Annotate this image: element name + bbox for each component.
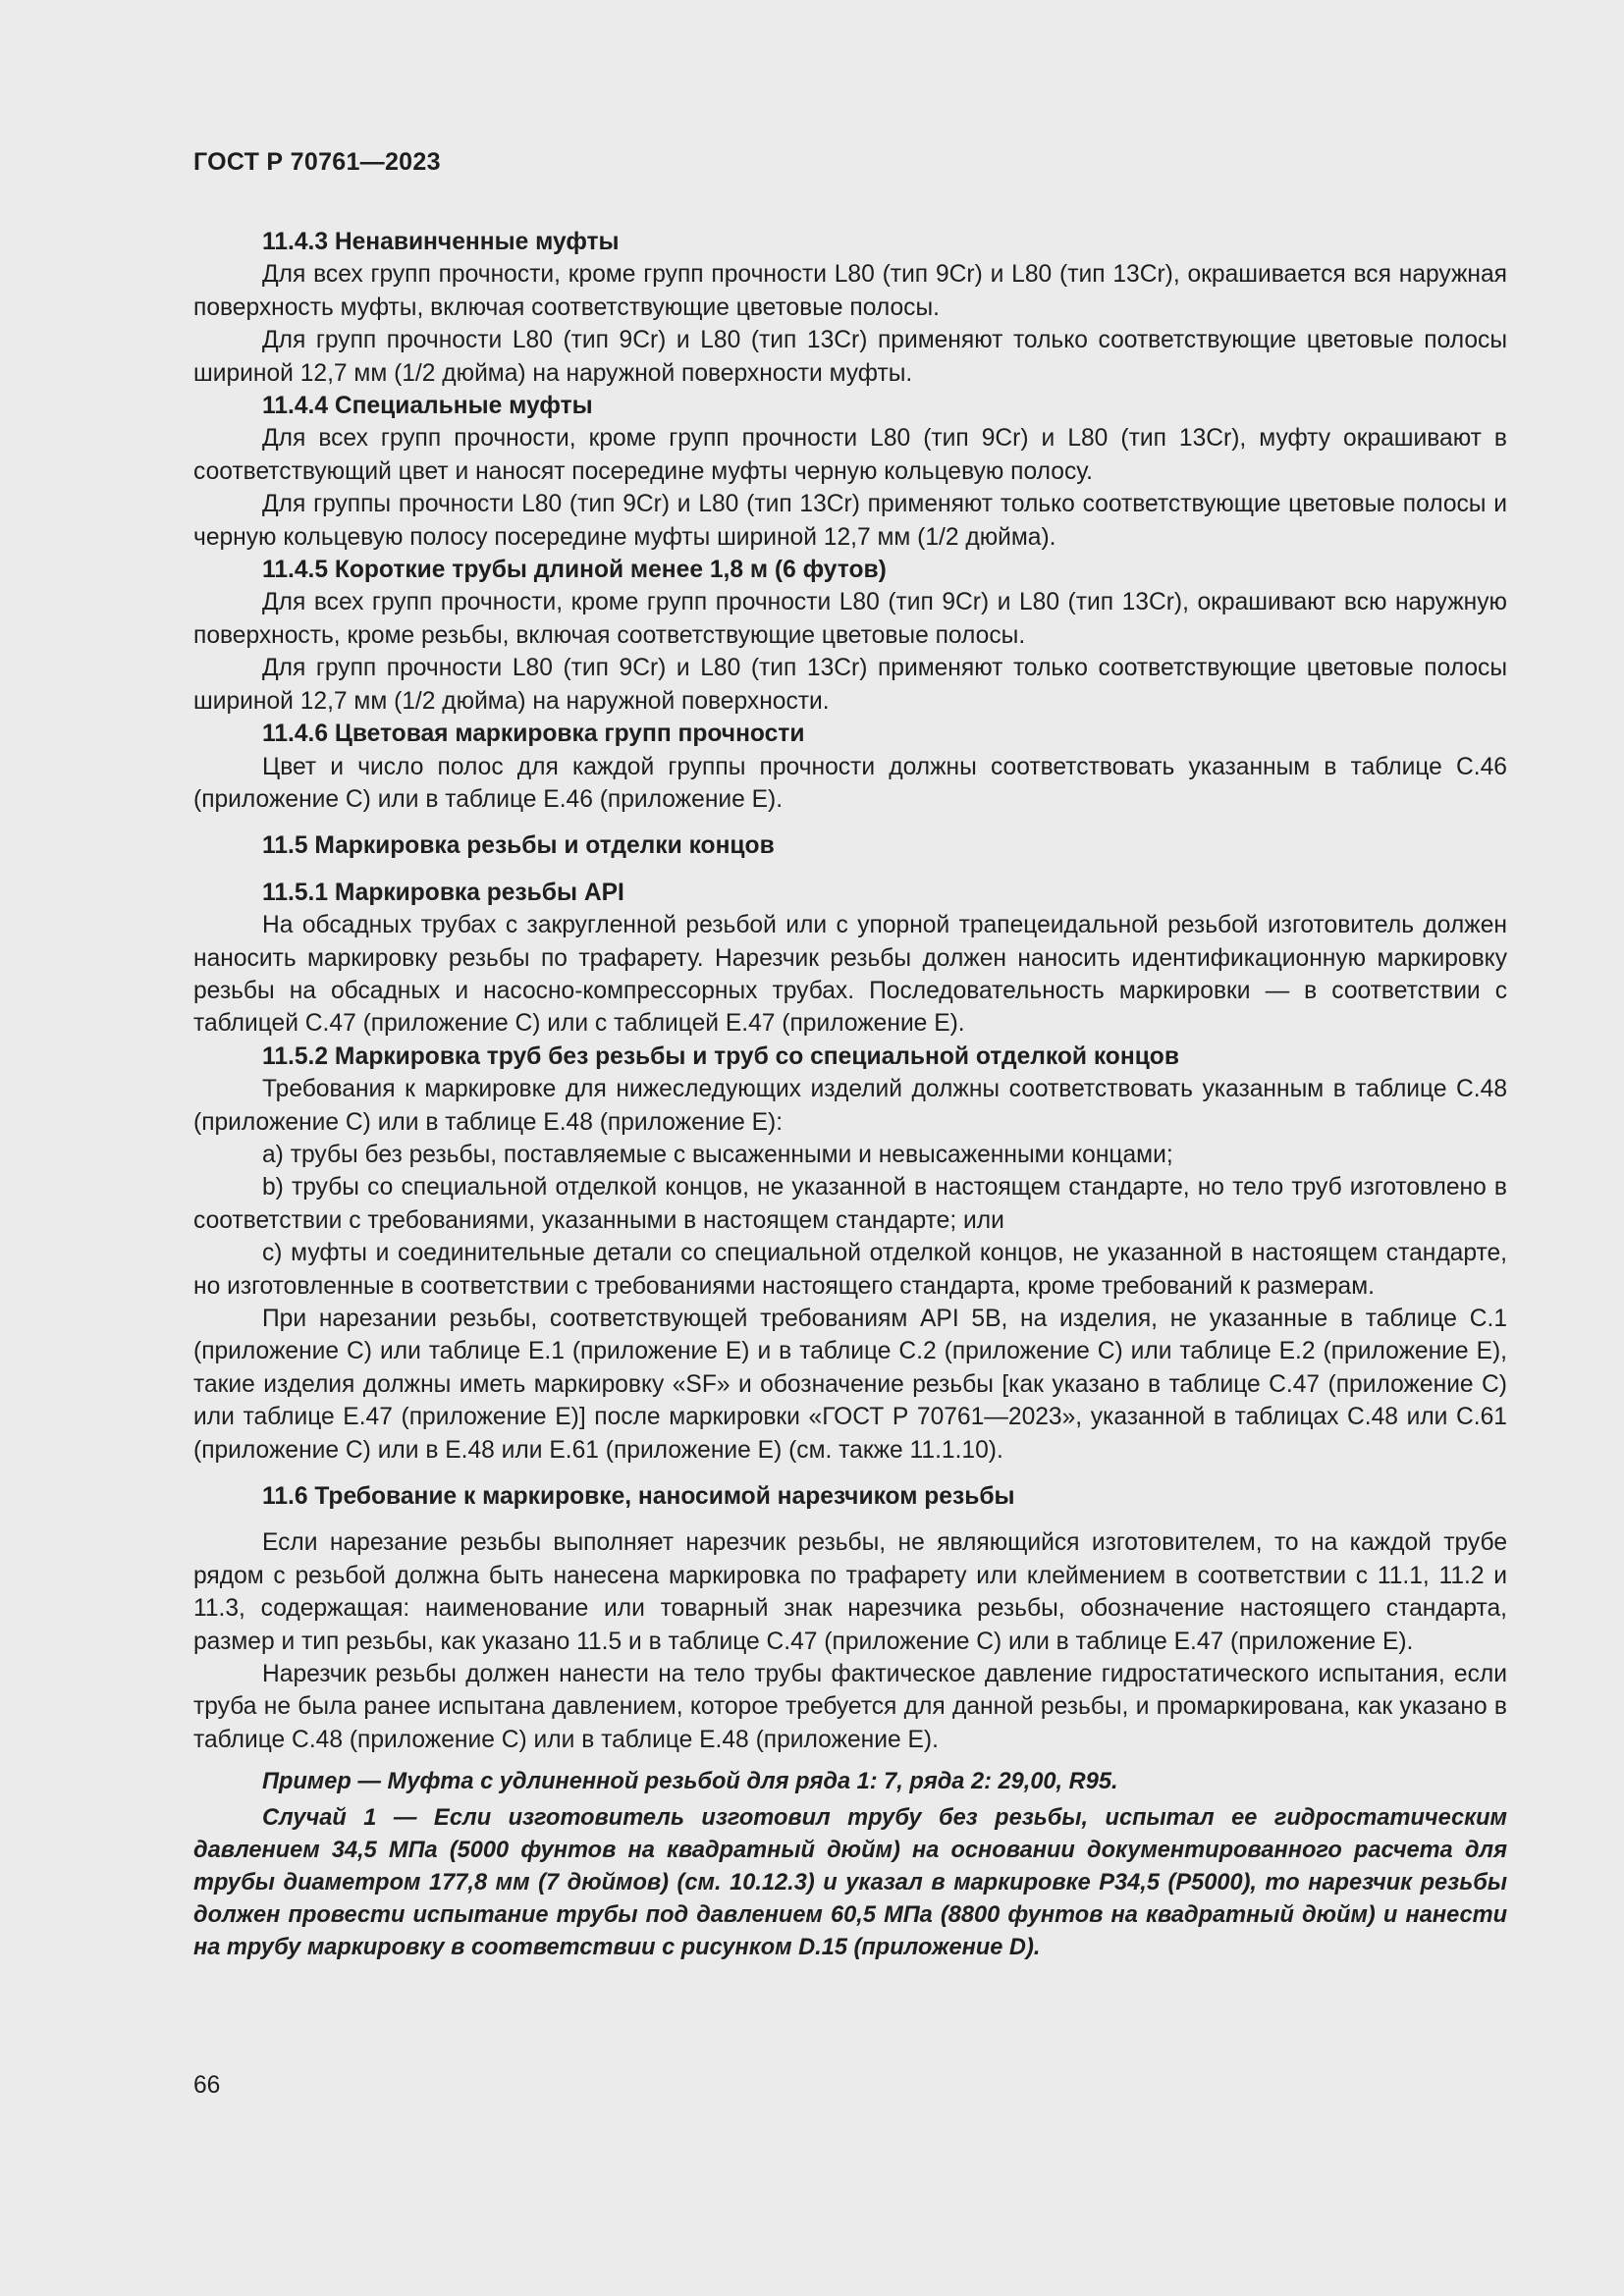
section-11-4-5-title: 11.4.5 Короткие трубы длиной менее 1,8 м (6 футов) [262, 557, 887, 584]
document-body [193, 226, 1507, 1964]
paragraph: Цвет и число полос для каждой группы прочности должны соответствовать указанным в таблице C.46 (приложение C) или в таблице E.46 (приложение E). [193, 753, 1507, 813]
paragraph: Для всех групп прочности, кроме групп прочности L80 (тип 9Cr) и L80 (тип 13Cr), муфту окрашивают в соответствующий цвет и наносят посередине муфты черную кольцевую полосу. [193, 425, 1507, 485]
section-11-4-4-title: 11.4.4 Специальные муфты [262, 393, 593, 420]
section-11-5-title: 11.5 Маркировка резьбы и отделки концов [262, 832, 775, 860]
paragraph: На обсадных трубах с закругленной резьбой или с упорной трапецеидальной резьбой изготовитель должен наносить маркировку резьбы по трафарету. Нарезчик резьбы должен наносить идентификационную маркировку резьбы на обсадных и насосно-компрессорных трубах. Последовательность маркировки — в соответствии с таблицей C.47 (приложение C) или с таблицей E.47 (приложение E). [193, 912, 1507, 1038]
section-11-6-title: 11.6 Требование к маркировке, наносимой нарезчиком резьбы [262, 1483, 1015, 1511]
list-item-c: c) муфты и соединительные детали со специальной отделкой концов, не указанной в настоящем стандарте, но изготовленные в соответствии с требованиями настоящего стандарта, кроме требований к размерам. [193, 1240, 1507, 1300]
section-11-5-2-title: 11.5.2 Маркировка труб без резьбы и труб со специальной отделкой концов [262, 1042, 1179, 1070]
paragraph: Если нарезание резьбы выполняет нарезчик резьбы, не являющийся изготовителем, то на каждой трубе рядом с резьбой должна быть нанесена маркировка по трафарету или клеймением в соответствии с 11.1, 11.2 и 11.3, содержащая: наименование или товарный знак нарезчика резьбы, обозначение настоящего стандарта, размер и тип резьбы, как указано 11.5 и в таблице C.47 (приложение C) или в таблице E.47 (приложение E). [193, 1529, 1507, 1655]
paragraph: Для всех групп прочности, кроме групп прочности L80 (тип 9Cr) и L80 (тип 13Cr), окрашивается вся наружная поверхность муфты, включая соответствующие цветовые полосы. [193, 261, 1507, 321]
document-header: ГОСТ Р 70761—2023 [193, 148, 441, 176]
list-item-a: a) трубы без резьбы, поставляемые с высаженными и невысаженными концами; [262, 1141, 1173, 1168]
section-11-4-6-title: 11.4.6 Цветовая маркировка групп прочности [262, 721, 805, 748]
paragraph: Для группы прочности L80 (тип 9Cr) и L80 (тип 13Cr) применяют только соответствующие цветовые полосы и черную кольцевую полосу посередине муфты шириной 12,7 мм (1/2 дюйма). [193, 491, 1507, 551]
example-note: Пример — Муфта с удлиненной резьбой для ряда 1: 7, ряда 2: 29,00, R95. [262, 1769, 1118, 1795]
case-note: Случай 1 — Если изготовитель изготовил трубу без резьбы, испытал ее гидростатическим давлением 34,5 МПа (5000 фунтов на квадратный дюйм) на основании документированного расчета для трубы диаметром 177,8 мм (7 дюймов) (см. 10.12.3) и указал в маркировке P34,5 (P5000), то нарезчик резьбы должен провести испытание трубы под давлением 60,5 МПа (8800 фунтов на квадратный дюйм) и нанести на трубу маркировку в соответствии с рисунком D.15 (приложение D). [193, 1805, 1507, 1961]
paragraph: Требования к маркировке для нижеследующих изделий должны соответствовать указанным в таблице C.48 (приложение C) или в таблице E.48 (приложение E): [193, 1076, 1507, 1136]
paragraph: Для групп прочности L80 (тип 9Cr) и L80 (тип 13Cr) применяют только соответствующие цветовые полосы шириной 12,7 мм (1/2 дюйма) на наружной поверхности. [193, 655, 1507, 715]
section-11-4-3-title: 11.4.3 Ненавинченные муфты [262, 229, 620, 255]
page-number: 66 [193, 2072, 221, 2099]
paragraph: Нарезчик резьбы должен нанести на тело трубы фактическое давление гидростатического испытания, если труба не была ранее испытана давлением, которое требуется для данной резьбы, и промаркирована, как указано в таблице C.48 (приложение C) или в таблице E.48 (приложение E). [193, 1661, 1507, 1753]
paragraph: При нарезании резьбы, соответствующей требованиям API 5B, на изделия, не указанные в таблице C.1 (приложение C) или таблице E.1 (приложение E) и в таблице C.2 (приложение C) или таблице E.2 (приложение E), такие изделия должны иметь маркировку «SF» и обозначение резьбы [как указано в таблице C.47 (приложение C) или таблице E.47 (приложение E)] после маркировки «ГОСТ Р 70761—2023», указанной в таблицах C.48 или C.61 (приложение C) или в E.48 или E.61 (приложение E) (см. также 11.1.10). [193, 1306, 1507, 1464]
paragraph: Для групп прочности L80 (тип 9Cr) и L80 (тип 13Cr) применяют только соответствующие цветовые полосы шириной 12,7 мм (1/2 дюйма) на наружной поверхности муфты. [193, 327, 1507, 387]
paragraph: Для всех групп прочности, кроме групп прочности L80 (тип 9Cr) и L80 (тип 13Cr), окрашивают всю наружную поверхность, кроме резьбы, включая соответствующие цветовые полосы. [193, 589, 1507, 649]
list-item-b: b) трубы со специальной отделкой концов, не указанной в настоящем стандарте, но тело труб изготовлено в соответствии с требованиями, указанными в настоящем стандарте; или [193, 1174, 1507, 1234]
section-11-5-1-title: 11.5.1 Маркировка резьбы API [262, 879, 624, 906]
